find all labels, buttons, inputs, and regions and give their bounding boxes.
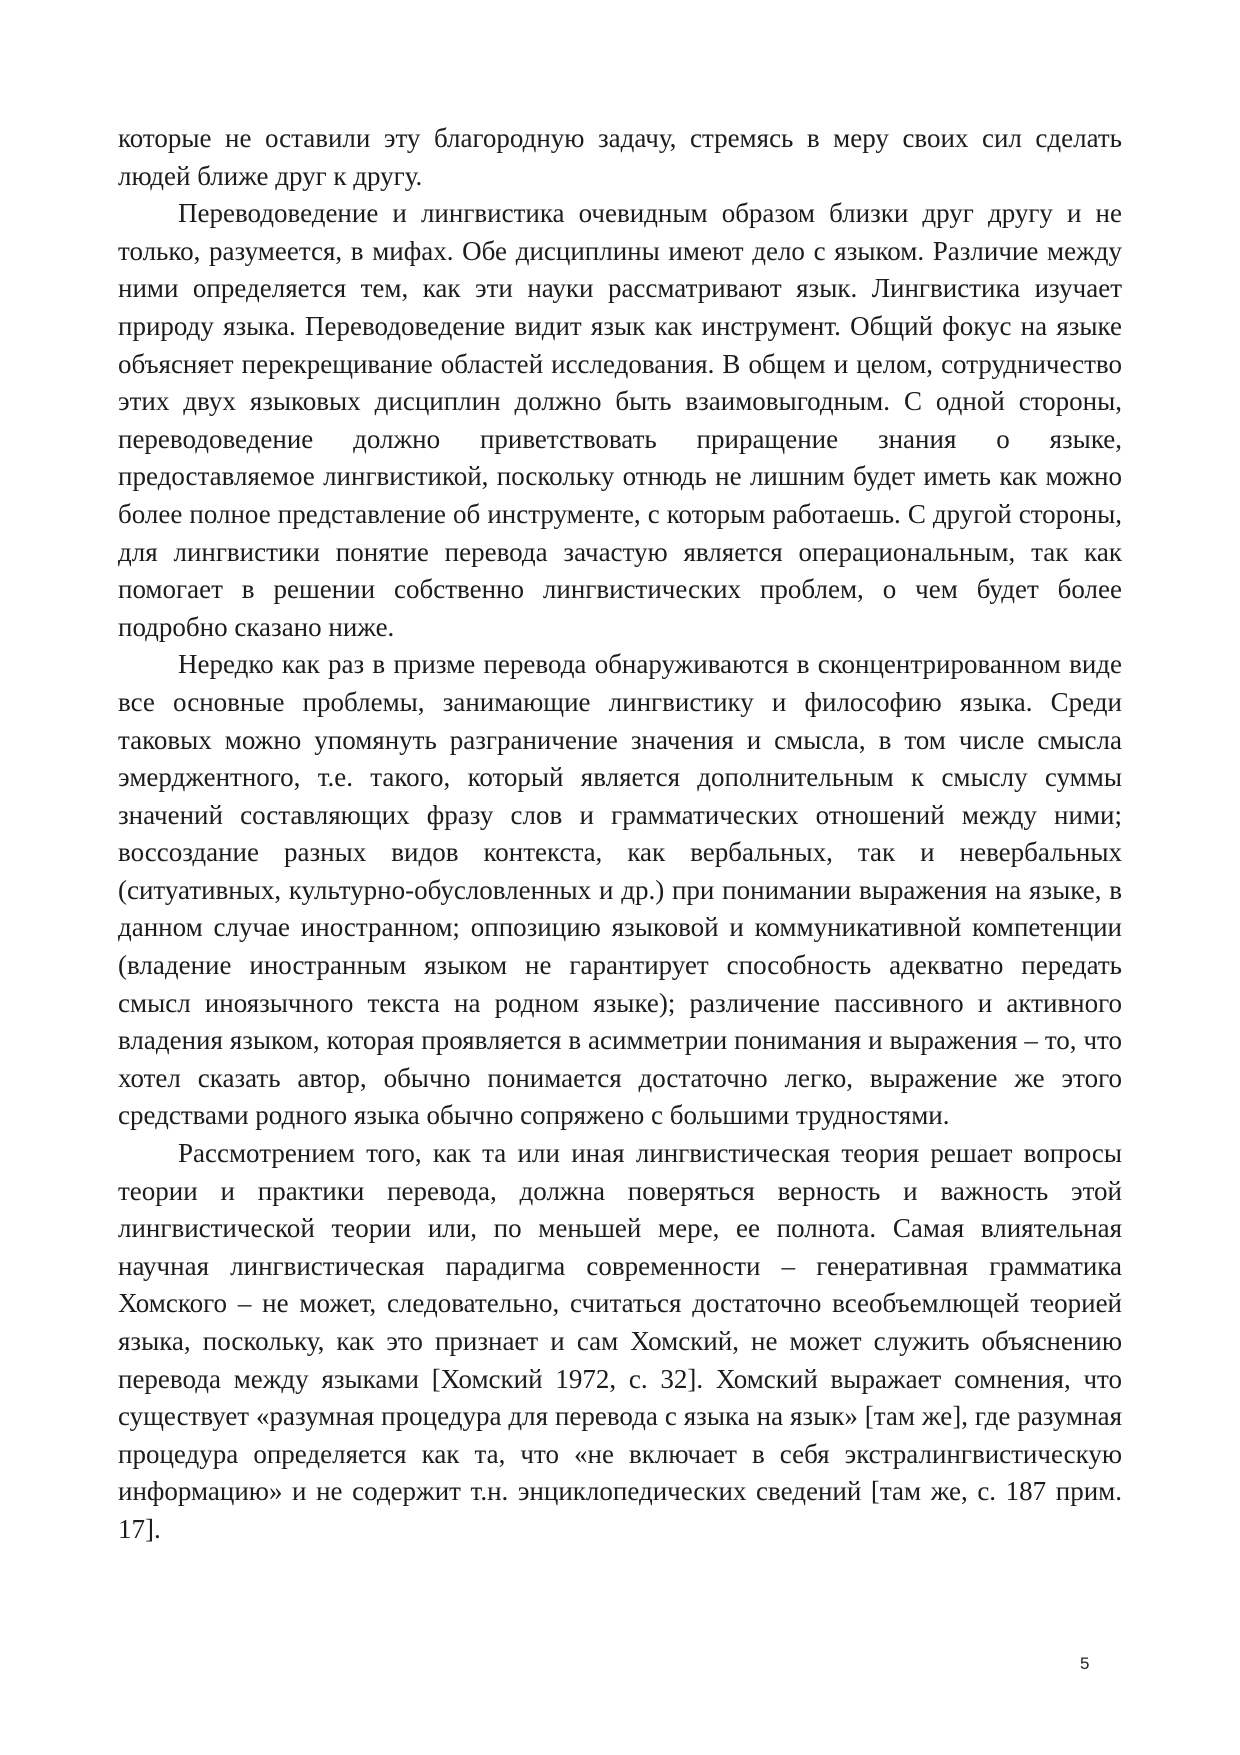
paragraph-continuation: которые не оставили эту благородную задачу, стремясь в меру своих сил сделать людей ближе друг к другу. [118, 123, 1122, 191]
document-body [118, 120, 1122, 1549]
paragraph-translation-and-linguistics: Переводоведение и лингвистика очевидным образом близки друг другу и не только, разумеется, в мифах. Обе дисциплины имеют дело с языком. Различие между ними определяется тем, как эти науки рассматривают язык. Лингвистика изучает природу языка. Переводоведение видит язык как инструмент. Общий фокус на языке объясняет перекрещивание областей исследования. В общем и целом, сотрудничество этих двух языковых дисциплин должно быть взаимовыгодным. С одной стороны, переводоведение должно приветствовать приращение знания о языке, предоставляемое лингвистикой, поскольку отнюдь не лишним будет иметь как можно более полное представление об инструменте, с которым работаешь. С другой стороны, для лингвистики понятие перевода зачастую является операциональным, так как помогает в решении собственно лингвистических проблем, о чем будет более подробно сказано ниже. [118, 198, 1122, 642]
page-number: 5 [1080, 1654, 1090, 1673]
paragraph-problems-in-translation: Нередко как раз в призме перевода обнаруживаются в сконцентрированном виде все основные проблемы, занимающие лингвистику и философию языка. Среди таковых можно упомянуть разграничение значения и смысла, в том числе смысла эмерджентного, т.е. такого, который является дополнительным к смыслу суммы значений составляющих фразу слов и грамматических отношений между ними; воссоздание разных видов контекста, как вербальных, так и невербальных (ситуативных, культурно-обусловленных и др.) при понимании выражения на языке, в данном случае иностранном; оппозицию языковой и коммуникативной компетенции (владение иностранным языком не гарантирует способность адекватно передать смысл иноязычного текста на родном языке); различение пассивного и активного владения языком, которая проявляется в асимметрии понимания и выражения – то, что хотел сказать автор, обычно понимается достаточно легко, выражение же этого средствами родного языка обычно сопряжено с большими трудностями. [118, 649, 1122, 1131]
paragraph-chomsky-theory: Рассмотрением того, как та или иная лингвистическая теория решает вопросы теории и практики перевода, должна поверяться верность и важность этой лингвистической теории или, по меньшей мере, ее полнота. Самая влиятельная научная лингвистическая парадигма современности – генеративная грамматика Хомского – не может, следовательно, считаться достаточно всеобъемлющей теорией языка, поскольку, как это признает и сам Хомский, не может служить объяснению перевода между языками [Хомский 1972, с. 32]. Хомский выражает сомнения, что существует «разумная процедура для перевода с языка на язык» [там же], где разумная процедура определяется как та, что «не включает в себя экстралингвистическую информацию» и не содержит т.н. энциклопедических сведений [там же, с. 187 прим. 17]. [118, 1138, 1122, 1544]
